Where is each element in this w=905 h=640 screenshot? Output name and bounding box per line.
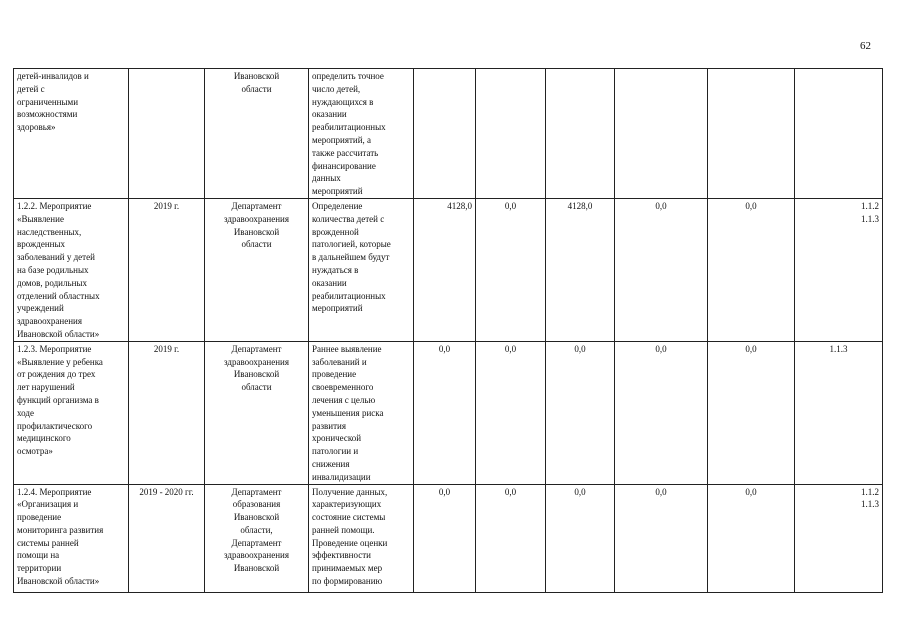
value-cell-2: 0,0 [476, 484, 546, 592]
event-line: осмотра» [17, 446, 53, 457]
value-cell-5: 0,0 [708, 484, 795, 592]
result-line: патологией, которые [312, 239, 391, 250]
value-cell-2 [476, 69, 546, 199]
event-line: «Выявление [17, 213, 64, 224]
result-line: хронической [312, 433, 362, 444]
result-line: данных [312, 173, 341, 184]
executor-line: Ивановской [233, 71, 280, 81]
result-line: по формированию [312, 576, 383, 587]
event-line: детей-инвалидов и [17, 71, 89, 81]
executor-line: области [241, 382, 272, 393]
program-table [13, 68, 883, 593]
result-line: характеризующих [312, 499, 382, 510]
event-cell [14, 69, 129, 199]
links-cell [795, 198, 883, 341]
value-cell-4: 0,0 [615, 198, 708, 341]
links-line: 1.1.3 [829, 343, 848, 354]
value-cell-5: 0,0 [708, 341, 795, 484]
executor-line: здравоохранения [223, 356, 289, 367]
result-line: нуждающихся в [312, 96, 374, 107]
links-line: 1.1.3 [861, 213, 879, 224]
result-line: лечения с целью [312, 394, 376, 405]
result-line: врожденной [312, 226, 359, 237]
event-line: системы ранней [17, 537, 79, 548]
event-line: территории [17, 563, 62, 574]
result-line: Раннее выявление [312, 343, 382, 354]
period-cell: 2019 г. [129, 198, 205, 341]
links-cell [795, 341, 883, 484]
event-line: ограниченными [17, 96, 79, 107]
page-number: 62 [860, 40, 871, 52]
result-line: эффективности [312, 550, 371, 561]
executor-line: области, [240, 524, 273, 535]
links-line: 1.1.2 [861, 200, 879, 211]
value-cell-4 [615, 69, 708, 199]
result-line: Получение данных, [312, 486, 388, 497]
result-line: оказании [312, 277, 347, 288]
event-line: здоровья» [17, 122, 56, 133]
result-cell [309, 198, 414, 341]
result-line: уменьшения риска [312, 407, 384, 418]
table-row [14, 198, 883, 341]
event-cell [14, 484, 129, 592]
event-line: Ивановской области» [17, 328, 100, 339]
event-line: Ивановской области» [17, 576, 100, 587]
result-line: мероприятий [312, 186, 363, 197]
period-cell: 2019 - 2020 гг. [129, 484, 205, 592]
executor-line: области [241, 239, 272, 250]
result-line: мероприятий [312, 303, 363, 314]
event-line: на базе родильных [17, 264, 89, 275]
result-line: нуждаться в [312, 264, 359, 275]
executor-line: Департамент [231, 486, 282, 497]
result-cell [309, 69, 414, 199]
result-line: Определение [312, 200, 363, 211]
event-line: 1.2.3. Мероприятие [17, 343, 92, 354]
table-row [14, 341, 883, 484]
result-line: принимаемых мер [312, 563, 383, 574]
event-line: 1.2.2. Мероприятие [17, 200, 92, 211]
executor-line: образования [232, 499, 281, 510]
event-line: от рождения до трех [17, 369, 96, 380]
event-line: домов, родильных [17, 277, 87, 288]
event-line: помощи на [17, 550, 60, 561]
executor-line: Ивановской [233, 563, 280, 574]
value-cell-2: 0,0 [476, 198, 546, 341]
period-cell: 2019 г. [129, 341, 205, 484]
result-line: проведение [312, 369, 357, 380]
result-line: заболеваний и [312, 356, 367, 367]
event-line: функций организма в [17, 394, 99, 405]
event-line: врожденных [17, 239, 65, 250]
result-line: патологии и [312, 446, 359, 457]
event-line: наследственных, [17, 226, 82, 237]
period-cell [129, 69, 205, 199]
value-cell-4: 0,0 [615, 341, 708, 484]
value-cell-3: 4128,0 [546, 198, 615, 341]
table-body [14, 69, 883, 593]
links-cell [795, 69, 883, 199]
event-line: «Организация и [17, 499, 79, 510]
executor-line: Департамент [231, 343, 282, 354]
value-cell-3: 0,0 [546, 484, 615, 592]
event-line: «Выявление у ребенка [17, 356, 103, 367]
event-line: лет нарушений [17, 382, 75, 393]
value-cell-2: 0,0 [476, 341, 546, 484]
executor-line: Департамент [231, 200, 282, 211]
value-cell-1 [414, 69, 476, 199]
links-line: 1.1.3 [861, 499, 879, 510]
event-line: отделений областных [17, 290, 100, 301]
event-line: возможностями [17, 109, 78, 120]
executor-line: области [241, 83, 272, 94]
result-line: оказании [312, 109, 347, 120]
value-cell-4: 0,0 [615, 484, 708, 592]
executor-cell [205, 69, 309, 199]
event-line: здравоохранения [17, 316, 83, 327]
event-cell [14, 198, 129, 341]
event-line: ходе [17, 407, 34, 418]
event-line: профилактического [17, 420, 93, 431]
value-cell-3: 0,0 [546, 341, 615, 484]
result-line: реабилитационных [312, 122, 386, 133]
result-line: реабилитационных [312, 290, 386, 301]
result-line: число детей, [312, 83, 361, 94]
result-line: развития [312, 420, 347, 431]
value-cell-1: 0,0 [414, 341, 476, 484]
executor-cell [205, 484, 309, 592]
event-line: заболеваний у детей [17, 252, 95, 263]
result-line: также рассчитать [312, 147, 379, 158]
result-line: снижения [312, 458, 350, 469]
links-cell [795, 484, 883, 592]
value-cell-5 [708, 69, 795, 199]
value-cell-1: 4128,0 [414, 198, 476, 341]
table-row [14, 484, 883, 592]
executor-cell [205, 198, 309, 341]
links-line: 1.1.2 [861, 486, 879, 497]
event-line: проведение [17, 512, 62, 523]
table-row [14, 69, 883, 199]
executor-line: Ивановской [233, 369, 280, 380]
executor-line: здравоохранения [223, 550, 289, 561]
result-line: количества детей с [312, 213, 385, 224]
event-line: учреждений [17, 303, 64, 314]
result-line: состояние системы [312, 512, 386, 523]
event-line: медицинского [17, 433, 71, 444]
result-line: инвалидизации [312, 471, 371, 482]
event-line: мониторинга развития [17, 524, 104, 535]
executor-line: здравоохранения [223, 213, 289, 224]
event-line: детей с [17, 83, 45, 94]
result-cell [309, 341, 414, 484]
executor-line: Ивановской [233, 226, 280, 237]
result-line: Проведение оценки [312, 537, 388, 548]
result-line: определить точное [312, 71, 384, 81]
result-cell [309, 484, 414, 592]
executor-line: Департамент [231, 537, 282, 548]
value-cell-5: 0,0 [708, 198, 795, 341]
executor-cell [205, 341, 309, 484]
event-cell [14, 341, 129, 484]
value-cell-3 [546, 69, 615, 199]
result-line: в дальнейшем будут [312, 252, 390, 263]
result-line: мероприятий, а [312, 134, 372, 145]
result-line: финансирование [312, 160, 376, 171]
value-cell-1: 0,0 [414, 484, 476, 592]
result-line: ранней помощи. [312, 524, 375, 535]
executor-line: Ивановской [233, 512, 280, 523]
result-line: своевременного [312, 382, 374, 393]
event-line: 1.2.4. Мероприятие [17, 486, 92, 497]
